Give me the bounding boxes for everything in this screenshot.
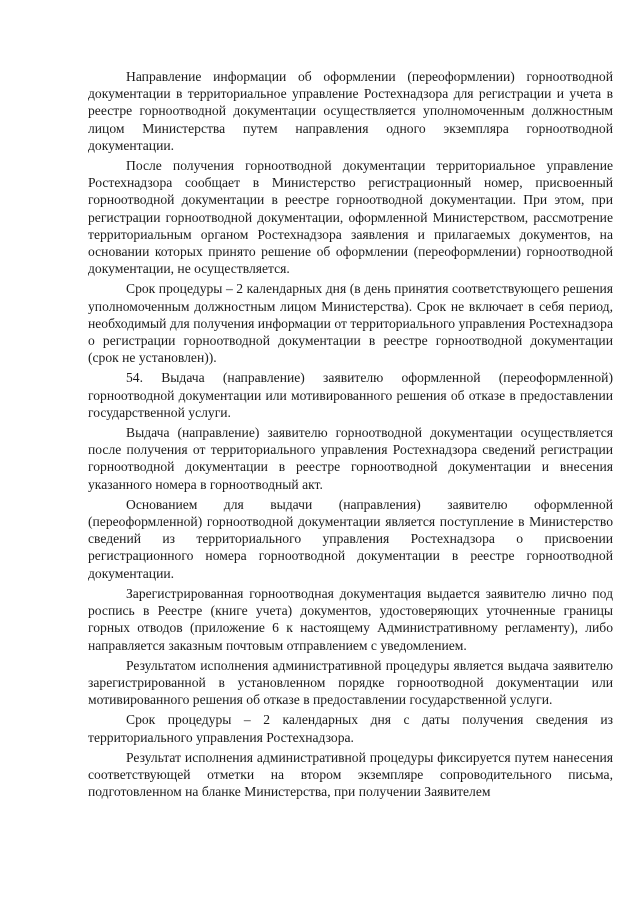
paragraph-procedure-term-2: Срок процедуры – 2 календарных дня с даты получения сведения из территориального управления Ростехнадзора. [88,712,613,745]
paragraph-registered-documentation: Зарегистрированная горноотводная документация выдается заявителю лично под роспись в Реестре (книге учета) документов, удостоверяющих уточненные границы горных отводов (приложение 6 к настоящему Административному регламенту), либо направляется заказным почтовым отправлением с уведомлением. [88,585,613,653]
paragraph-issuance: Выдача (направление) заявителю горноотводной документации осуществляется после получения от территориального управления Ростехнадзора сведений регистрации горноотводной документации в реестре горноотводной документации и внесения указанного номера в горноотводный акт. [88,425,613,492]
paragraph-issuance-basis: Основанием для выдачи (направления) заявителю оформленной (переоформленной) горноотводной документации является поступление в Министерство сведений из территориального управления Ростехнадзора о присвоении регистрационного номера горноотводной документации в реестре горноотводной документации. [88,496,613,581]
paragraph-result-recording: Результат исполнения административной процедуры фиксируется путем нанесения соответствующей отметки на втором экземпляре сопроводительного письма, подготовленном на бланке Министерства, при получении Заявителем [88,749,613,800]
paragraph-procedure-result: Результатом исполнения административной процедуры является выдача заявителю зарегистрированной в установленном порядке горноотводной документации или мотивированного решения об отказе в предоставлении государственной услуги. [88,657,613,708]
document-body [88,68,613,803]
paragraph-item-54: 54. Выдача (направление) заявителю оформленной (переоформленной) горноотводной документации или мотивированного решения об отказе в предоставлении государственной услуги. [88,370,613,420]
paragraph-procedure-term-1: Срок процедуры – 2 календарных дня (в день принятия соответствующего решения уполномоченным должностным лицом Министерства). Срок не включает в себя период, необходимый для получения информации от территориального управления Ростехнадзора о регистрации горноотводной документации в реестре горноотводной документации (срок не установлен)). [88,281,613,366]
paragraph-registration-number: После получения горноотводной документации территориальное управление Ростехнадзора сообщает в Министерство регистрационный номер, присвоенный горноотводной документации в реестре горноотводной документации. При этом, при регистрации горноотводной документации, оформленной Министерством, рассмотрение территориальным органом Ростехнадзора заявления и прилагаемых документов, на основании которых принято решение об оформлении (переоформлении) горноотводной документации, не осуществляется. [88,158,613,277]
paragraph-registration-direction: Направление информации об оформлении (переоформлении) горноотводной документации в территориальное управление Ростехнадзора для регистрации и учета в реестре горноотводной документации осуществляется уполномоченным должностным лицом Министерства путем направления одного экземпляра горноотводной документации. [88,69,613,153]
